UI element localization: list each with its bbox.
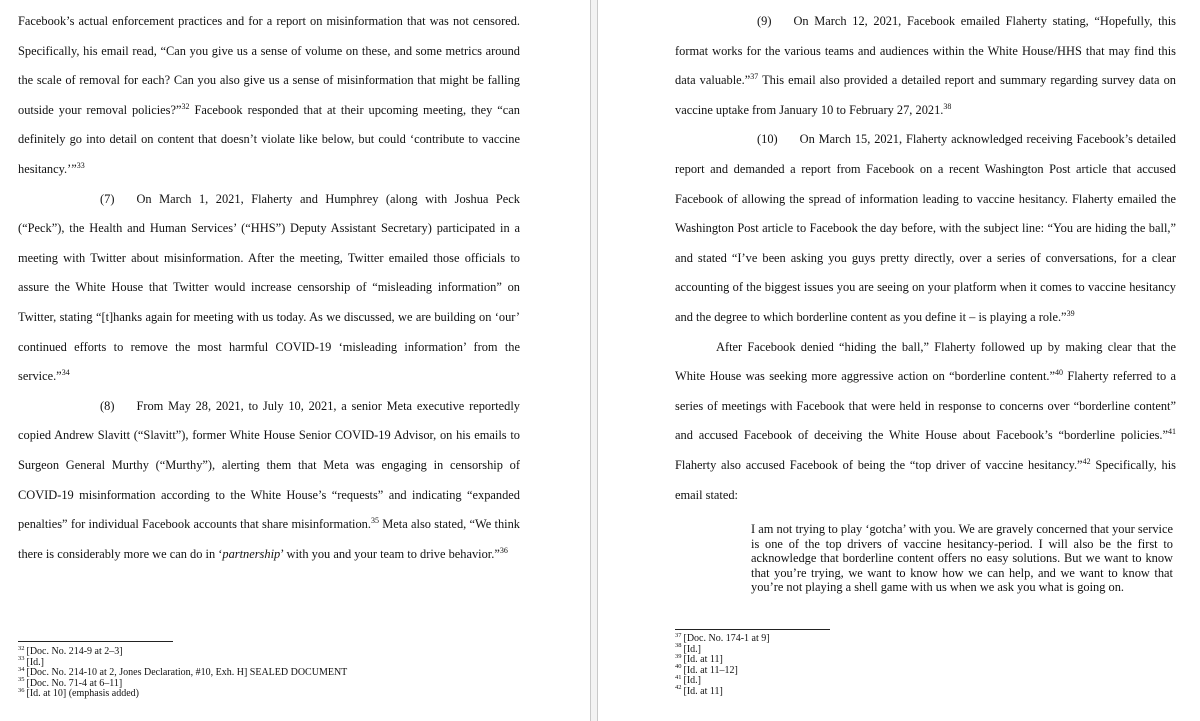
paragraph-text: Facebook’s actual enforcement practices and for a report on misinformation that was not censored. Specifically, his email read, “Can you give us a sense of volume on these, and some metrics around the scale of removal for each? Can you also give us a sense of misinformation that might be falling outside your removal policies?” [18,14,520,117]
footnote-number: 35 [18,676,25,684]
paragraph-text: Facebook responded that at their upcoming meeting, they “can definitely go into detail on content that doesn’t violate like below, but could ‘contribute to vaccine hesitancy.’” [18,102,520,176]
paragraph [18,185,520,392]
footnote-number: 32 [18,644,25,652]
footnote-number: 34 [18,665,25,673]
paragraph-text: From May 28, 2021, to July 10, 2021, a senior Meta executive reportedly copied Andrew Slavitt (“Slavitt”), former White House Senior COVID-19 Advisor, on his emails to Surgeon General Murthy (“Murthy”), alerting them that Meta was engaging in censorship of COVID-19 misinformation according to the White House’s “requests” and indicating “expanded penalties” for individual Facebook accounts that share misinformation. [18,398,520,532]
footnote-ref[interactable]: 39 [1066,308,1075,318]
footnote-ref[interactable]: 37 [750,72,759,82]
right-footnotes [675,631,770,697]
left-page[interactable] [0,0,590,721]
footnote-number: 36 [18,686,25,694]
right-body-text [675,7,1176,595]
paragraph-text: Flaherty also accused Facebook of being the “top driver of vaccine hesitancy.” [675,457,1083,472]
footnote-text: [Doc. No. 214-10 at 2, Jones Declaration, #10, Exh. H] SEALED DOCUMENT [26,667,348,678]
paragraph-number: (9) [757,14,772,28]
left-footnote-rule [18,641,173,642]
footnote-ref[interactable]: 34 [61,368,70,377]
footnote-ref[interactable]: 38 [943,101,952,111]
footnote [18,644,347,658]
footnote-number: 37 [675,631,682,639]
footnote-ref[interactable]: 33 [76,160,85,170]
paragraph-text: After Facebook denied “hiding the ball,” Flaherty followed up by making clear that the White House was seeking more aggressive action on “borderline content.” [675,339,1176,384]
paragraph-number: (10) [757,132,778,147]
footnote-number: 41 [675,673,682,681]
footnote-text: [Id. at 10] (emphasis added) [26,688,139,699]
footnote-ref[interactable]: 32 [181,101,190,111]
paragraph-text: Specifically, his email stated: [675,457,1176,502]
paragraph-text: On March 12, 2021, Facebook emailed Flaherty stating, “Hopefully, this format works for the various teams and audiences within the White House/HHS that may find this data valuable.” [675,14,1176,88]
emphasis-text: partnership [222,546,281,561]
footnote-text: [Id.] [26,656,44,668]
left-footnotes [18,644,348,700]
footnote-text: [Id. at 11] [683,685,723,697]
paragraph-number: (7) [100,191,115,206]
paragraph-text: On March 1, 2021, Flaherty and Humphrey (along with Joshua Peck (“Peck”), the Health and Human Services’ (“HHS”) Deputy Assistant Secretary) participated in a meeting with Twitter about misinformation. After the meeting, Twitter emailed those officials to assure the White House that Twitter would increase censorship of “misleading information” on Twitter, stating “[t]hanks again for meeting with us today. As we discussed, we are building on ‘our’ continued efforts to remove the most harmful COVID-19 ‘misleading information’ from the service.” [18,191,520,384]
paragraph [675,125,1176,332]
right-page[interactable] [598,0,1200,721]
footnote-text: [Doc. No. 214-9 at 2–3] [26,646,123,657]
paragraph [675,333,1176,511]
paragraph [675,7,1176,125]
paragraph-text: Meta also stated, “We think there is considerably more we can do in ‘ [18,517,520,561]
footnote [18,686,347,700]
right-footnote-rule [675,629,830,630]
footnote-ref[interactable]: 42 [1082,456,1091,466]
paragraph-number: (8) [100,398,115,413]
footnote-ref[interactable]: 35 [370,515,379,525]
footnote-number: 40 [675,663,682,671]
footnote-text: [Doc. No. 71-4 at 6–11] [26,677,123,689]
footnote-text: [Id. at 11] [683,654,723,665]
paragraph-text: On March 15, 2021, Flaherty acknowledged receiving Facebook’s detailed report and demanded a report from Facebook on a recent Washington Post article that accused Facebook of allowing the spread of information leading to vaccine hesitancy. Flaherty emailed the Washington Post article to Facebook the day before, with the subject line: “You are hiding the ball,” and stated “I’ve been asking you guys pretty directly, over a series of conversations, for a clear accounting of the biggest issues you are seeing on your platform when it comes to vaccine hesitancy and the degree to which borderline content as you define it – is playing a role.” [675,132,1176,324]
block-quote: I am not trying to play ‘gotcha’ with you. We are gravely concerned that your service is one of the top drivers of vaccine hesitancy-period. I will also be the first to acknowledge that borderline content offers no easy solutions. But we want to know that you’re trying, we want to know how we can help, and we want to know that you’re not playing a shell game with us when we ask you what is going on. [751,522,1173,595]
footnote [675,684,770,698]
paragraph [18,392,520,570]
left-body-text [18,7,520,569]
footnote-number: 38 [675,642,682,650]
footnote-ref[interactable]: 41 [1168,427,1176,437]
footnote-number: 39 [675,652,682,660]
footnote-number: 33 [18,655,25,663]
paragraph-text: This email also provided a detailed report and summary regarding survey data on vaccine uptake from January 10 to February 27, 2021. [675,73,1176,117]
footnote-ref[interactable]: 36 [499,545,508,555]
footnote-ref[interactable]: 40 [1055,368,1064,377]
paragraph-text: ’ with you and your team to drive behavior.” [280,546,500,561]
paragraph-text: Flaherty referred to a series of meetings with Facebook that were held in response to concerns over “borderline content” and accused Facebook of deceiving the White House about Facebook’s “borderline policies.” [675,369,1176,443]
footnote-text: [Id. at 11–12] [683,664,738,676]
footnote-text: [Id.] [683,675,701,686]
page-divider [590,0,598,721]
paragraph [18,7,520,185]
footnote-text: [Id.] [683,643,701,655]
footnote-text: [Doc. No. 174-1 at 9] [683,633,770,644]
footnote-number: 42 [675,684,682,692]
